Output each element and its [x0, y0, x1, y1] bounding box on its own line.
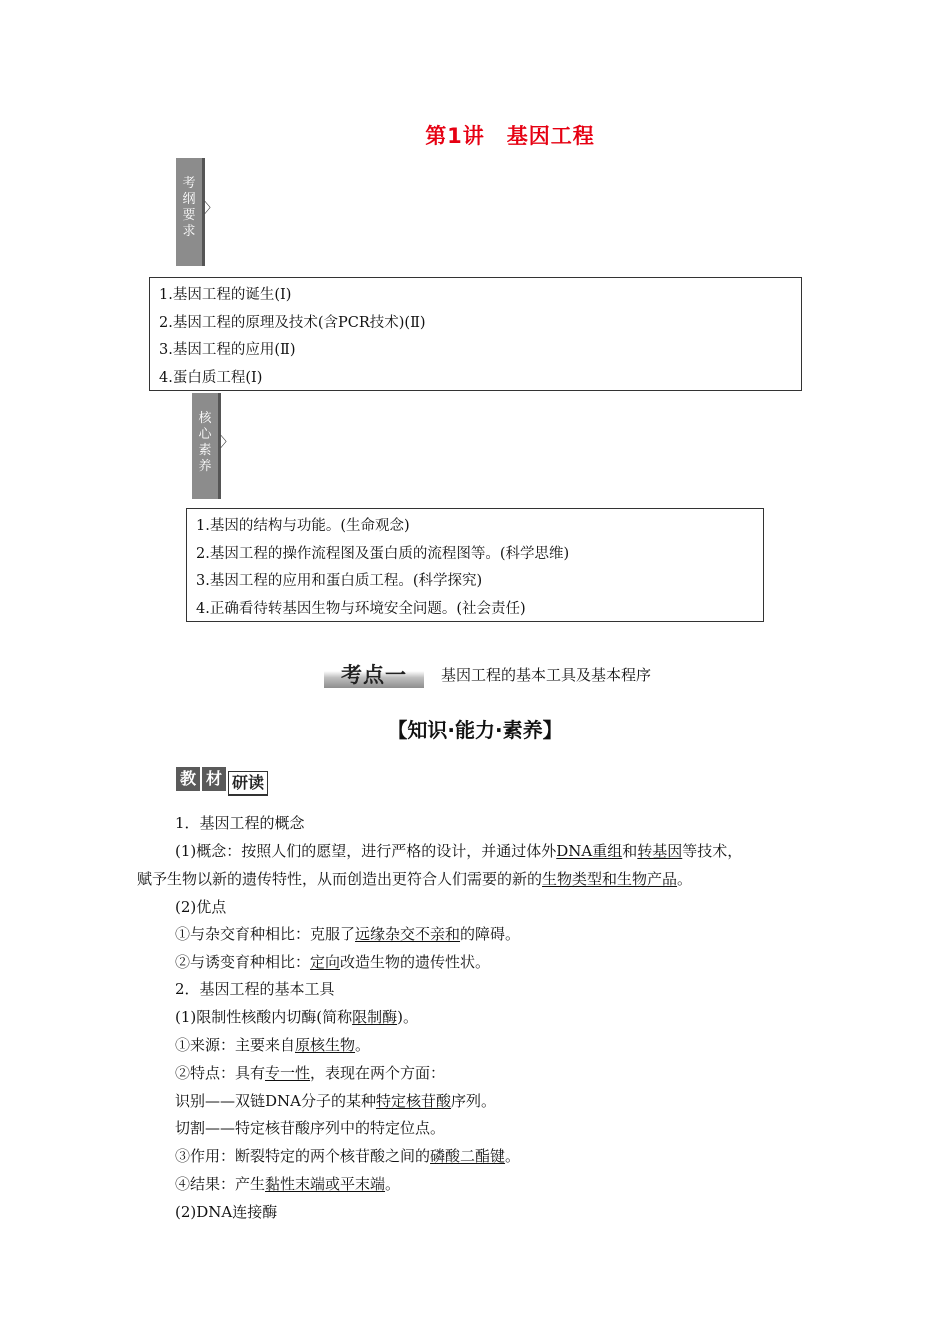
suyang-item: 1.基因的结构与功能。(生命观念) — [196, 518, 410, 534]
chevron-right-icon: 〉 — [220, 435, 234, 451]
paragraph-line: (1)限制性核酸内切酶(简称限制酶)。 — [175, 1008, 418, 1026]
paragraph-line: ②与诱变育种相比：定向改造生物的遗传性状。 — [175, 953, 491, 971]
tab-char: 纲 — [182, 192, 196, 207]
paragraph-line: (2)DNA连接酶 — [175, 1203, 278, 1221]
answer-blank: 限制酶 — [352, 1008, 398, 1026]
subheading-1: 1．基因工程的概念 — [175, 814, 305, 832]
paragraph-line: 切割——特定核苷酸序列中的特定位点。 — [175, 1119, 446, 1137]
answer-blank: 转基因 — [637, 842, 683, 860]
kagang-tab — [176, 158, 202, 266]
kagang-box — [149, 277, 802, 391]
tab-char: 要 — [182, 208, 196, 223]
jiaocai-char: 材 — [202, 767, 226, 791]
paragraph-line: ②特点：具有专一性，表现在两个方面： — [175, 1064, 446, 1082]
paragraph-line: (2)优点 — [175, 898, 227, 916]
answer-blank: 远缘杂交不亲和 — [355, 925, 461, 943]
tab-char: 养 — [198, 459, 212, 474]
tab-char: 求 — [182, 224, 196, 239]
paragraph-line: ①与杂交育种相比：克服了远缘杂交不亲和的障碍。 — [175, 925, 521, 943]
kaodian-title: 基因工程的基本工具及基本程序 — [441, 666, 652, 684]
tab-char: 素 — [198, 443, 212, 458]
kagang-item: 3.基因工程的应用(Ⅱ) — [159, 342, 296, 359]
paragraph-line: ④结果：产生黏性末端或平末端。 — [175, 1175, 401, 1193]
paragraph-line: (1)概念：按照人们的愿望，进行严格的设计，并通过体外DNA重组和转基因等技术， — [175, 842, 743, 860]
jiaocai-yandu-label — [176, 767, 268, 795]
suyang-item: 4.正确看待转基因生物与环境安全问题。(社会责任) — [196, 600, 526, 617]
answer-blank: 专一性 — [265, 1064, 311, 1082]
jiaocai-outline-text: 研读 — [228, 771, 268, 796]
section-heading: 【知识·能力·素养】 — [387, 718, 563, 742]
answer-blank: 定向 — [310, 953, 341, 971]
tab-char: 考 — [182, 176, 196, 191]
paragraph-line: 赋予生物以新的遗传特性，从而创造出更符合人们需要的新的生物类型和生物产品。 — [137, 870, 693, 888]
answer-blank: 黏性末端或平末端 — [265, 1175, 386, 1193]
tab-char: 心 — [198, 427, 212, 442]
answer-blank: 磷酸二酯键 — [430, 1147, 506, 1165]
answer-blank: DNA重组 — [556, 842, 623, 860]
suyang-tab — [192, 393, 218, 499]
answer-blank: 特定核苷酸 — [376, 1092, 452, 1110]
chevron-right-icon: 〉 — [204, 201, 218, 217]
answer-blank: 生物类型和生物产品 — [542, 870, 678, 888]
kaodian-badge: 考点一 — [324, 662, 424, 688]
kagang-item: 4.蛋白质工程(Ⅰ) — [159, 369, 263, 386]
jiaocai-char: 教 — [176, 767, 200, 791]
tab-char: 核 — [198, 411, 212, 426]
suyang-item: 3.基因工程的应用和蛋白质工程。(科学探究) — [196, 573, 483, 590]
subheading-2: 2．基因工程的基本工具 — [175, 980, 335, 998]
kagang-item: 1.基因工程的诞生(Ⅰ) — [159, 287, 292, 303]
paragraph-line: ①来源：主要来自原核生物。 — [175, 1036, 371, 1054]
suyang-item: 2.基因工程的操作流程图及蛋白质的流程图等。(科学思维) — [196, 545, 570, 562]
paragraph-line: ③作用：断裂特定的两个核苷酸之间的磷酸二酯键。 — [175, 1147, 521, 1165]
kagang-item: 2.基因工程的原理及技术(含PCR技术)(Ⅱ) — [159, 314, 426, 331]
page-title: 第1讲 基因工程 — [425, 124, 595, 148]
paragraph-line: 识别——双链DNA分子的某种特定核苷酸序列。 — [175, 1092, 497, 1110]
suyang-box — [186, 508, 764, 622]
answer-blank: 原核生物 — [295, 1036, 356, 1054]
